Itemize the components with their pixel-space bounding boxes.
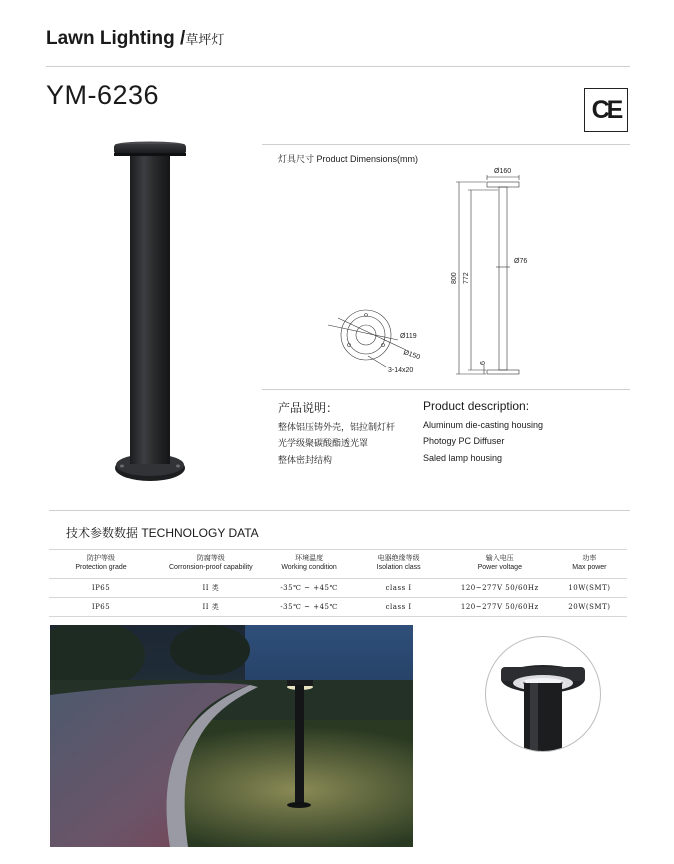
table-cell: class I <box>350 598 448 617</box>
description-en-line: Photogy PC Diffuser <box>423 436 505 446</box>
model-number: YM-6236 <box>46 80 160 110</box>
table-cell: 120~277V 50/60Hz <box>448 579 552 598</box>
column-header: 电器绝缘等级 Isolation class <box>350 550 448 579</box>
table-cell: 20W(SMT) <box>552 598 627 617</box>
dim-outer-diameter: Ø150 <box>402 349 421 362</box>
page-title <box>46 28 224 50</box>
table-cell: 120~277V 50/60Hz <box>448 598 552 617</box>
title-english: Lawn Lighting / <box>46 28 186 49</box>
dim-total-height: 800 <box>451 272 458 284</box>
column-header: 输入电压 Power voltage <box>448 550 552 579</box>
column-header: 环境温度 Working condition <box>269 550 350 579</box>
description-cn-line: 整体密封结构 <box>278 455 333 465</box>
dimension-drawing <box>318 160 538 385</box>
tech-title: 技术参数数据 TECHNOLOGY DATA <box>66 526 259 540</box>
description-divider <box>262 389 630 390</box>
scene-photo <box>50 625 413 847</box>
title-chinese: 草坪灯 <box>185 32 225 47</box>
header-divider <box>46 66 630 67</box>
description-cn-heading: 产品说明： <box>278 401 339 415</box>
column-header: 功率 Max power <box>552 550 627 579</box>
dim-base-thickness: 6 <box>480 361 487 365</box>
description-cn-line: 整体铝压铸外壳，铝拉制灯杆 <box>278 422 396 432</box>
table-cell: IP65 <box>49 579 153 598</box>
column-header: 防护等级 Protection grade <box>49 550 153 579</box>
table-cell: -35℃ ~ +45℃ <box>269 579 350 598</box>
dim-pole-height: 772 <box>463 272 470 284</box>
description-en-line: Saled lamp housing <box>423 453 503 463</box>
dim-bolts: 3-14x20 <box>388 367 414 374</box>
dimension-top-divider <box>262 144 630 145</box>
description-cn-line: 光学级聚碳酸酯透光罩 <box>278 438 369 448</box>
table-cell: -35℃ ~ +45℃ <box>269 598 350 617</box>
ce-mark: CE <box>584 88 628 132</box>
product-image <box>110 140 190 485</box>
detail-image <box>485 636 601 752</box>
table-cell: IP65 <box>49 598 153 617</box>
spec-table <box>49 549 627 617</box>
table-cell: 10W(SMT) <box>552 579 627 598</box>
dim-pole-diameter: Ø76 <box>514 258 528 265</box>
table-row <box>49 598 627 617</box>
table-cell: class I <box>350 579 448 598</box>
spec-header-row <box>49 550 627 579</box>
description-en-heading: Product description: <box>423 399 530 413</box>
dim-inner-diameter: Ø119 <box>400 333 417 340</box>
column-header: 防腐等级 Corronsion-proof capability <box>153 550 269 579</box>
tech-divider <box>49 510 630 511</box>
table-cell: II 类 <box>153 598 269 617</box>
description-en-line: Aluminum die-casting housing <box>423 420 544 430</box>
dimension-label: 灯具尺寸 Product Dimensions(mm) <box>278 154 419 164</box>
table-row <box>49 579 627 598</box>
dim-top-diameter: Ø160 <box>494 168 512 175</box>
table-cell: II 类 <box>153 579 269 598</box>
